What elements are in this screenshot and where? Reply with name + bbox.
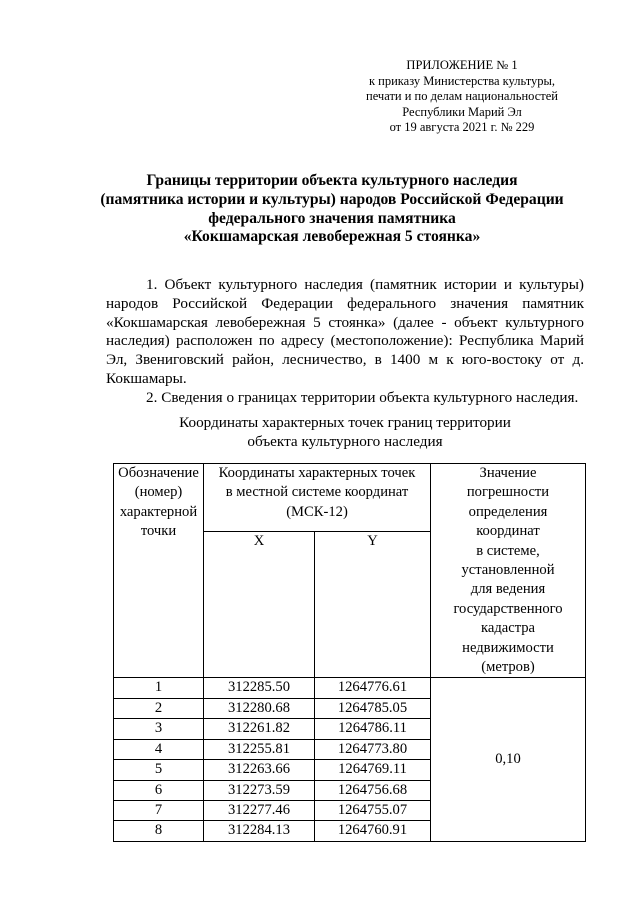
x-coordinate: 312284.13 <box>204 821 315 841</box>
title-line: федерального значения памятника <box>208 209 456 227</box>
appendix-line: к приказу Министерства культуры, <box>368 73 556 88</box>
x-coordinate: 312261.82 <box>204 719 315 739</box>
appendix-line: от 19 августа 2021 г. № 229 <box>389 120 535 135</box>
header-coords-cell <box>204 464 431 532</box>
x-coordinate: 312273.59 <box>204 780 315 800</box>
header-error-line: координат <box>476 523 540 540</box>
x-coordinate: 312285.50 <box>204 678 315 698</box>
header-point-line: точки <box>140 523 177 540</box>
header-error-line: Значение <box>479 465 537 481</box>
header-error-line: для ведения <box>470 581 546 598</box>
table-row <box>114 678 586 698</box>
header-coords-line: в местной системе координат <box>225 484 409 501</box>
caption-line: Координаты характерных точек границ территории <box>179 414 511 431</box>
header-error-cell <box>431 464 586 678</box>
header-error-line: недвижимости <box>462 639 554 656</box>
y-coordinate: 1264760.91 <box>315 821 431 841</box>
table-caption <box>106 414 584 451</box>
title-line: Границы территории объекта культурного наследия <box>146 172 518 189</box>
caption-line: объекта культурного наследия <box>247 432 443 450</box>
header-error-line: определения <box>468 503 548 520</box>
y-coordinate: 1264756.68 <box>315 780 431 800</box>
header-coords-line: Координаты характерных точек <box>218 465 416 481</box>
paragraph-1: 1. Объект культурного наследия (памятник истории и культуры) народов Российской Федерации федерального значения памятник «Кокшамарская левобережная 5 стоянка» (далее - объект культурного наследия) расположен по адресу (местоположение): Республика Марий Эл, Звениговский район, лесничество, в 1400 м к юго-востоку от д. Кокшамары. <box>106 276 584 387</box>
x-coordinate: 312255.81 <box>204 739 315 759</box>
header-error-line: (метров) <box>481 659 535 676</box>
header-coords-line: (МСК-12) <box>286 503 348 520</box>
y-coordinate: 1264786.11 <box>315 719 431 739</box>
point-number: 2 <box>114 698 204 718</box>
header-error-line: в системе, <box>476 542 540 559</box>
header-point-line: Обозначение <box>118 465 199 481</box>
header-point-line: характерной <box>119 503 198 520</box>
y-coordinate: 1264755.07 <box>315 800 431 820</box>
header-point-line: (номер) <box>134 484 183 501</box>
coordinates-table <box>113 463 586 842</box>
header-error-line: государственного <box>453 600 563 617</box>
body-text <box>106 276 584 408</box>
document-title <box>80 172 584 247</box>
y-coordinate: 1264769.11 <box>315 760 431 780</box>
point-number: 5 <box>114 760 204 780</box>
header-error-line: кадастра <box>480 620 536 637</box>
header-point-cell <box>114 464 204 678</box>
point-number: 4 <box>114 739 204 759</box>
x-coordinate: 312280.68 <box>204 698 315 718</box>
appendix-header <box>340 58 584 136</box>
point-number: 8 <box>114 821 204 841</box>
appendix-line: печати и по делам национальностей <box>366 89 558 104</box>
point-number: 7 <box>114 800 204 820</box>
point-number: 6 <box>114 780 204 800</box>
paragraph-2: 2. Сведения о границах территории объекта культурного наследия. <box>146 388 579 406</box>
header-x-cell: X <box>204 531 315 678</box>
point-number: 1 <box>114 678 204 698</box>
header-y-cell: Y <box>315 531 431 678</box>
header-error-line: погрешности <box>466 484 550 501</box>
title-line: (памятника истории и культуры) народов Российской Федерации <box>100 190 564 208</box>
appendix-line: Республики Марий Эл <box>402 104 522 119</box>
y-coordinate: 1264773.80 <box>315 739 431 759</box>
point-number: 3 <box>114 719 204 739</box>
error-value-cell: 0,10 <box>431 678 586 841</box>
appendix-line: ПРИЛОЖЕНИЕ № 1 <box>406 58 518 72</box>
x-coordinate: 312277.46 <box>204 800 315 820</box>
y-coordinate: 1264785.05 <box>315 698 431 718</box>
x-coordinate: 312263.66 <box>204 760 315 780</box>
header-error-line: установленной <box>461 562 555 579</box>
title-line: «Кокшамарская левобережная 5 стоянка» <box>183 228 481 246</box>
y-coordinate: 1264776.61 <box>315 678 431 698</box>
